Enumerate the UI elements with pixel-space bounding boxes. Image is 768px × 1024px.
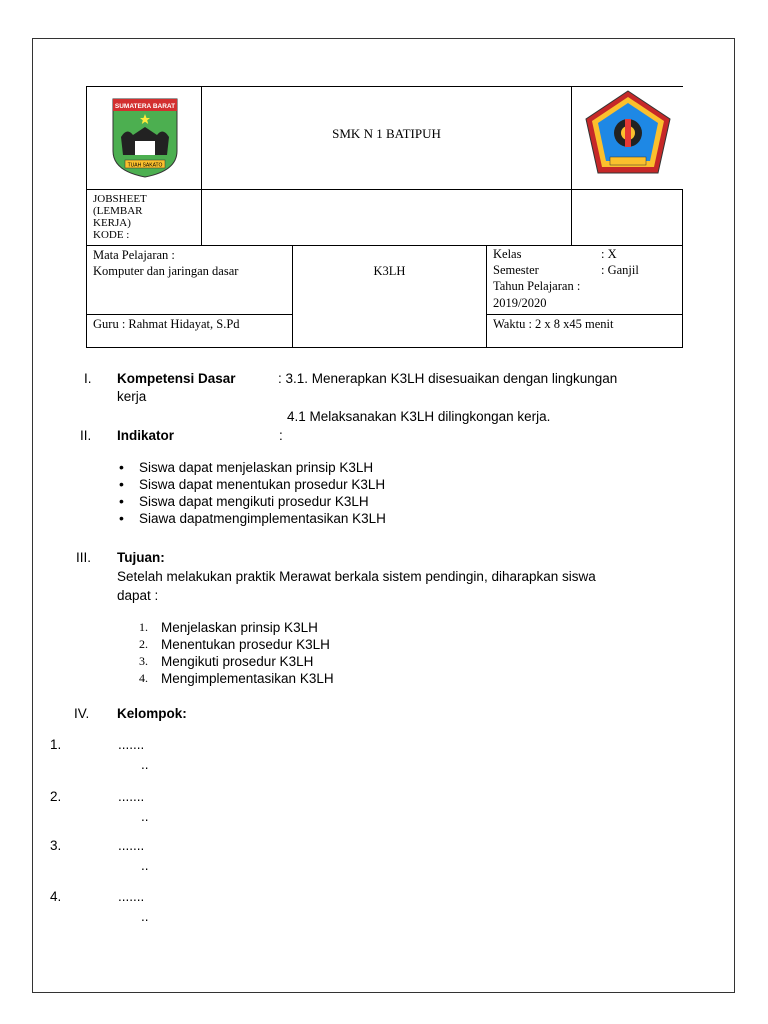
list-number: 3.: [139, 654, 148, 668]
mata-pelajaran-label: Mata Pelajaran :: [93, 248, 175, 262]
logo-left-label: SUMATERA BARAT: [114, 103, 176, 110]
logo-left-motto: TUAH SAKATO: [127, 162, 163, 169]
jobsheet-line-3: KERJA): [93, 217, 131, 229]
list-item: • Siawa dapatmengimplementasikan K3LH: [117, 510, 386, 527]
jobsheet-empty-cell: [571, 189, 683, 246]
member-blank: .......: [118, 889, 145, 904]
member-blank: ..: [141, 757, 149, 772]
tujuan-list: [139, 619, 334, 687]
logo-left-cell: [86, 86, 202, 190]
mata-pelajaran-cell: [86, 245, 293, 315]
waktu-cell: [486, 314, 683, 348]
list-text: Mengimplementasikan K3LH: [161, 671, 334, 686]
header-table: [86, 86, 683, 348]
list-item: [139, 619, 334, 636]
school-name: SMK N 1 BATIPUH: [332, 126, 441, 141]
list-item: • Siswa dapat mengikuti prosedur K3LH: [117, 493, 386, 510]
section-3-number: III.: [76, 550, 92, 565]
member-number: 2.: [50, 789, 62, 804]
list-item: [139, 653, 334, 670]
tahun-value: 2019/2020: [493, 296, 547, 310]
kelas-cell: [486, 245, 683, 315]
jobsheet-line-2: (LEMBAR: [93, 205, 143, 217]
logo-right-cell: [571, 86, 683, 190]
jobsheet-line-1: JOBSHEET: [93, 193, 147, 205]
member-blank: .......: [118, 737, 145, 752]
list-number: 2.: [139, 637, 148, 651]
list-item: [139, 670, 334, 687]
list-text: Mengikuti prosedur K3LH: [161, 654, 314, 669]
kelas-label: Kelas: [493, 247, 522, 261]
list-text: Menentukan prosedur K3LH: [161, 637, 330, 652]
sumatera-barat-logo-icon: [109, 97, 181, 179]
waktu: Waktu : 2 x 8 x45 menit: [493, 317, 614, 331]
section-1-number: I.: [84, 371, 92, 386]
member-blank: ..: [141, 858, 149, 873]
school-name-cell: [201, 86, 572, 190]
list-item: • Siswa dapat menentukan prosedur K3LH: [117, 476, 386, 493]
tahun-label: Tahun Pelajaran :: [493, 279, 581, 293]
section-2-title: Indikator: [117, 428, 175, 443]
section-4-number: IV.: [74, 706, 90, 721]
jobsheet-line-4: KODE :: [93, 229, 130, 241]
guru: Guru : Rahmat Hidayat, S.Pd: [93, 317, 240, 331]
member-blank: ..: [141, 909, 149, 924]
section-2-colon: :: [279, 428, 283, 443]
semester-value: : Ganjil: [601, 263, 639, 277]
member-blank: .......: [118, 789, 145, 804]
member-number: 3.: [50, 838, 62, 853]
section-1-line-1: : 3.1. Menerapkan K3LH disesuaikan dengan lingkungan: [278, 371, 618, 386]
section-2-number: II.: [80, 428, 92, 443]
semester-label: Semester: [493, 263, 539, 277]
section-3-title: Tujuan:: [117, 550, 165, 565]
kelas-value: : X: [601, 247, 617, 261]
mata-pelajaran-value: Komputer dan jaringan dasar: [93, 264, 239, 278]
member-number: 4.: [50, 889, 62, 904]
list-number: 4.: [139, 671, 148, 685]
section-4-title: Kelompok:: [117, 706, 187, 721]
jobsheet-cell: [86, 189, 202, 246]
topic-cell: [292, 245, 487, 348]
section-3-intro-1: Setelah melakukan praktik Merawat berkala sistem pendingin, diharapkan siswa: [117, 569, 596, 584]
member-blank: .......: [118, 838, 145, 853]
section-3-intro-2: dapat :: [117, 588, 159, 603]
list-item: [139, 636, 334, 653]
section-1-line-1-cont: kerja: [117, 389, 147, 404]
topic: K3LH: [373, 264, 406, 278]
member-number: 1.: [50, 737, 62, 752]
list-text: Menjelaskan prinsip K3LH: [161, 620, 318, 635]
list-item: • Siswa dapat menjelaskan prinsip K3LH: [117, 459, 386, 476]
guru-cell: [86, 314, 293, 348]
member-blank: ..: [141, 809, 149, 824]
list-number: 1.: [139, 620, 148, 634]
school-emblem-icon: [580, 89, 676, 181]
indikator-list: [117, 459, 386, 527]
section-1-title: Kompetensi Dasar: [117, 371, 236, 386]
section-1-line-2: 4.1 Melaksanakan K3LH dilingkongan kerja.: [287, 409, 551, 424]
jobsheet-title-cell: [201, 189, 572, 246]
